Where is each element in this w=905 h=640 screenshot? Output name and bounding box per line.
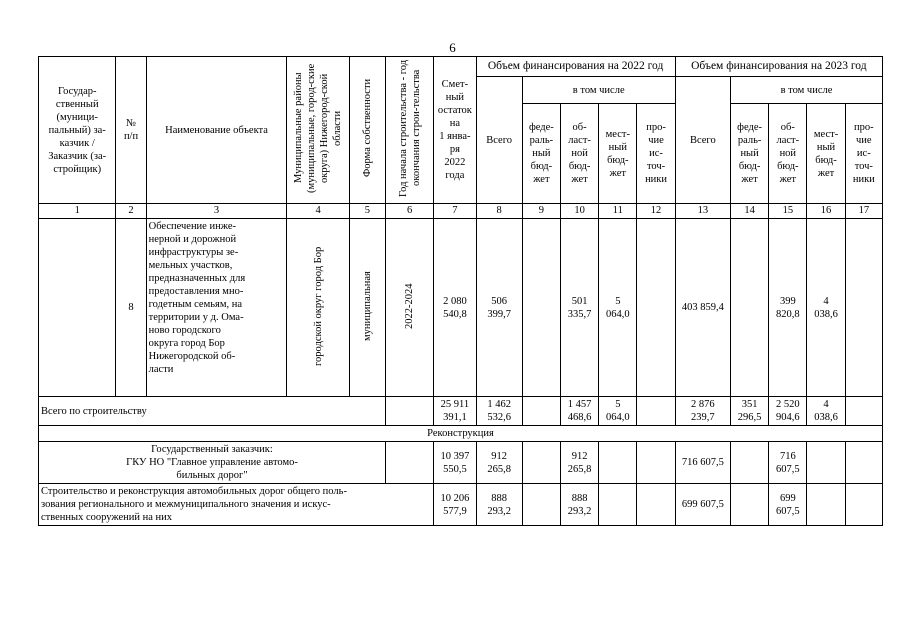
header-federal-2023: феде- раль- ный бюд- жет [730, 104, 768, 204]
cell-other-2023 [845, 484, 882, 526]
header-years: Год начала строительства - год окончания строи-тельства [385, 57, 433, 204]
cell-total-label: Всего по строительству [39, 397, 386, 426]
col-num: 17 [845, 204, 882, 219]
header-district: Муниципальные районы (муниципальные, город-ские округа) Нижегород-ской области [287, 57, 349, 204]
cell-total-2023: 716 607,5 [675, 442, 730, 484]
header-regional-2023: об- ласт- ной бюд- жет [769, 104, 807, 204]
col-num: 13 [675, 204, 730, 219]
col-num: 8 [476, 204, 522, 219]
col-num: 11 [599, 204, 637, 219]
cell-total-2022: 912 265,8 [476, 442, 522, 484]
page-number: 6 [449, 40, 456, 55]
col-num: 3 [146, 204, 287, 219]
col-num: 14 [730, 204, 768, 219]
header-total-2023: Всего [675, 77, 730, 204]
cell-total-2022: 1 462 532,6 [476, 397, 522, 426]
header-object-name: Наименование объекта [146, 57, 287, 204]
column-number-row [39, 204, 883, 219]
col-num: 15 [769, 204, 807, 219]
table-row [39, 219, 883, 397]
cell-federal-2022 [522, 397, 560, 426]
header-total-2022: Всего [476, 77, 522, 204]
cell-balance: 2 080 540,8 [434, 219, 476, 397]
table-row [39, 397, 883, 426]
header-incl-2023: в том числе [730, 77, 882, 104]
header-other-2022: про- чие ис- точ- ники [637, 104, 675, 204]
cell-regional-2023: 399 820,8 [769, 219, 807, 397]
cell-other-2023 [845, 219, 882, 397]
cell-other-2022 [637, 442, 675, 484]
cell-local-2022 [599, 442, 637, 484]
col-num: 4 [287, 204, 349, 219]
cell-years: 2022-2024 [385, 219, 433, 397]
header-balance: Смет- ный остаток на 1 янва- ря 2022 года [434, 57, 476, 204]
header-federal-2022: феде- раль- ный бюд- жет [522, 104, 560, 204]
section-reconstruction: Реконструкция [39, 426, 883, 442]
cell-regional-2022: 888 293,2 [560, 484, 598, 526]
col-num: 16 [807, 204, 845, 219]
cell-federal-2023: 351 296,5 [730, 397, 768, 426]
header-other-2023: про- чие ис- точ- ники [845, 104, 882, 204]
cell-local-2023 [807, 484, 845, 526]
col-num: 2 [116, 204, 146, 219]
col-num: 1 [39, 204, 116, 219]
cell-customer [39, 219, 116, 397]
col-num: 9 [522, 204, 560, 219]
cell-total-2022: 506 399,7 [476, 219, 522, 397]
col-num: 5 [349, 204, 385, 219]
header-local-2022: мест- ный бюд- жет [599, 104, 637, 204]
cell-other-2023 [845, 397, 882, 426]
cell-regional-2023: 699 607,5 [769, 484, 807, 526]
cell-roads-label: Строительство и реконструкция автомобильных дорог общего поль- зования регионального и межмуниципального значения и искус- ственных сооружений на них [39, 484, 434, 526]
cell-federal-2023 [730, 442, 768, 484]
header-regional-2022: об- ласт- ной бюд- жет [560, 104, 598, 204]
cell-regional-2023: 716 607,5 [769, 442, 807, 484]
cell-years [385, 397, 433, 426]
table-row [39, 484, 883, 526]
financing-table [38, 56, 883, 526]
cell-local-2023: 4 038,6 [807, 219, 845, 397]
cell-regional-2022: 912 265,8 [560, 442, 598, 484]
header-ownership: Форма собственности [349, 57, 385, 204]
header-customer: Государ- ственный (муници- пальный) за- казчик / Заказчик (за- стройщик) [39, 57, 116, 204]
col-num: 7 [434, 204, 476, 219]
col-num: 6 [385, 204, 433, 219]
cell-local-2022: 5 064,0 [599, 397, 637, 426]
col-num: 12 [637, 204, 675, 219]
cell-balance: 25 911 391,1 [434, 397, 476, 426]
cell-federal-2022 [522, 484, 560, 526]
cell-local-2023: 4 038,6 [807, 397, 845, 426]
cell-total-2022: 888 293,2 [476, 484, 522, 526]
table-row [39, 442, 883, 484]
cell-total-2023: 2 876 239,7 [675, 397, 730, 426]
cell-local-2022 [599, 484, 637, 526]
cell-number: 8 [116, 219, 146, 397]
cell-district: городской округ город Бор [287, 219, 349, 397]
cell-total-2023: 699 607,5 [675, 484, 730, 526]
cell-other-2023 [845, 442, 882, 484]
cell-other-2022 [637, 219, 675, 397]
cell-local-2022: 5 064,0 [599, 219, 637, 397]
header-local-2023: мест- ный бюд- жет [807, 104, 845, 204]
cell-federal-2023 [730, 219, 768, 397]
header-fin-2023: Объем финансирования на 2023 год [675, 57, 882, 77]
cell-years [385, 442, 433, 484]
cell-regional-2022: 501 335,7 [560, 219, 598, 397]
cell-customer-label: Государственный заказчик: ГКУ НО "Главное управление автомо- бильных дорог" [39, 442, 386, 484]
cell-other-2022 [637, 397, 675, 426]
header-incl-2022: в том числе [522, 77, 675, 104]
col-num: 10 [560, 204, 598, 219]
cell-regional-2023: 2 520 904,6 [769, 397, 807, 426]
cell-total-2023: 403 859,4 [675, 219, 730, 397]
cell-federal-2022 [522, 442, 560, 484]
cell-object-name: Обеспечение инже- нерной и дорожной инфраструктуры зе- мельных участков, предназначенных для предоставления мно- годетным семьям, на территории у д. Ома- ново городского округа город Бор Нижегородской об- ласти [146, 219, 287, 397]
section-row [39, 426, 883, 442]
cell-federal-2023 [730, 484, 768, 526]
cell-ownership: муниципальная [349, 219, 385, 397]
cell-balance: 10 206 577,9 [434, 484, 476, 526]
cell-regional-2022: 1 457 468,6 [560, 397, 598, 426]
cell-balance: 10 397 550,5 [434, 442, 476, 484]
header-number: № п/п [116, 57, 146, 204]
cell-federal-2022 [522, 219, 560, 397]
cell-local-2023 [807, 442, 845, 484]
cell-other-2022 [637, 484, 675, 526]
header-fin-2022: Объем финансирования на 2022 год [476, 57, 675, 77]
